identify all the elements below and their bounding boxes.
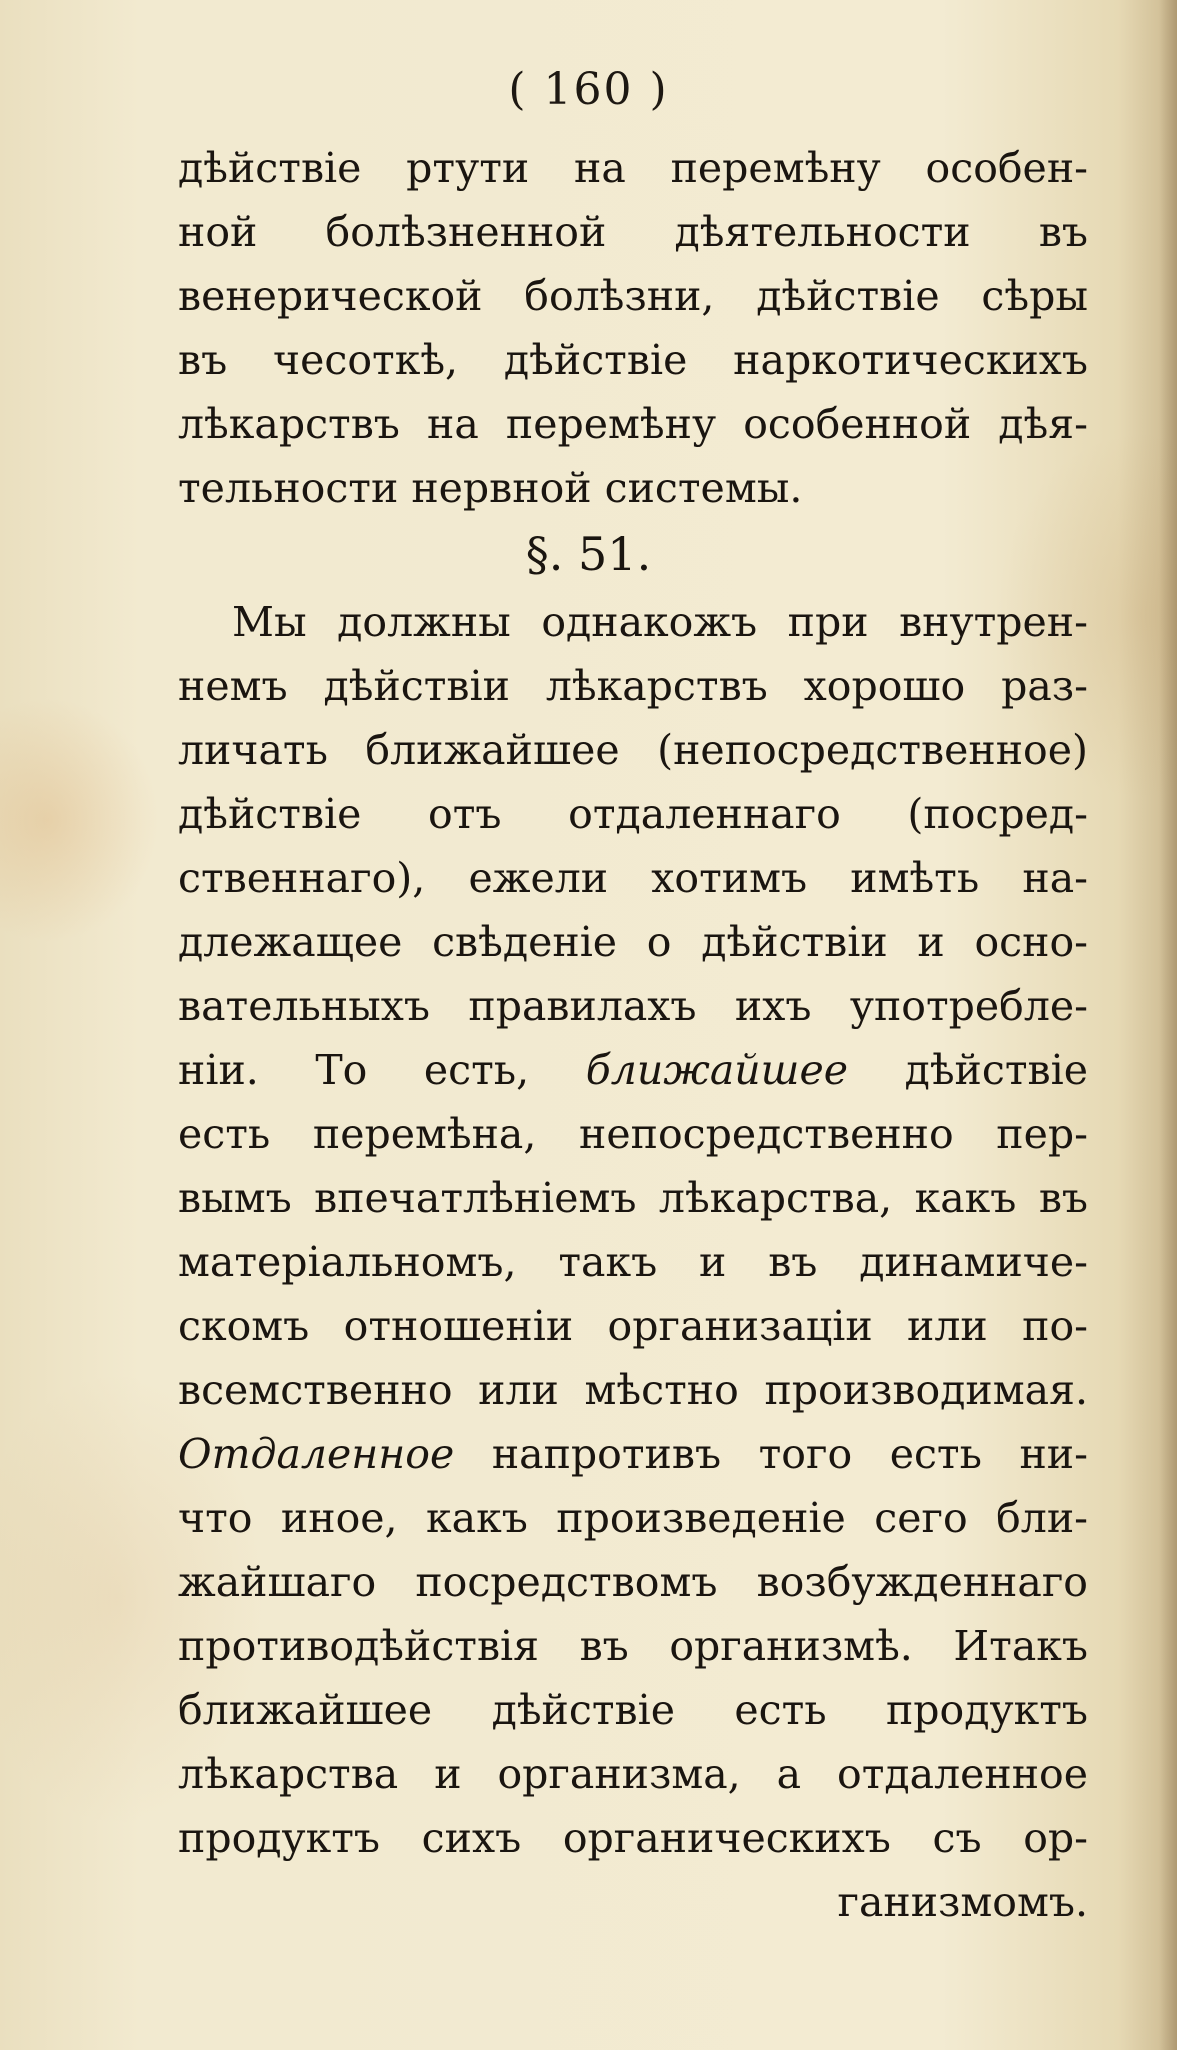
- page-edge-shadow: [1159, 0, 1177, 2050]
- paragraph-line: лѣкарства и организма, а отдаленное: [178, 1750, 1088, 1798]
- text-line: тельности нервной системы.: [178, 464, 803, 512]
- paragraph-line: ближайшее дѣйствіе есть продуктъ: [178, 1686, 1088, 1734]
- text-line: въ чесоткѣ, дѣйствіе наркотическихъ: [178, 336, 1088, 384]
- text-line: лѣкарствъ на перемѣну особенной дѣя-: [178, 400, 1088, 448]
- paragraph-line: жайшаго посредствомъ возбужденнаго: [178, 1558, 1088, 1606]
- line-start: ніи. То есть,: [178, 1046, 530, 1094]
- paragraph-line: вательныхъ правилахъ ихъ употребле-: [178, 982, 1088, 1030]
- paragraph-line: всемственно или мѣстно производимая.: [178, 1366, 1088, 1414]
- paragraph-line: противодѣйствія въ организмѣ. Итакъ: [178, 1622, 1088, 1670]
- paragraph-line-mixed: [178, 1038, 1088, 1102]
- text-line: ной болѣзненной дѣятельности въ: [178, 208, 1088, 256]
- paragraph-line: что иное, какъ произведеніе сего бли-: [178, 1494, 1088, 1542]
- paragraph-line: дѣйствіе отъ отдаленнаго (посред-: [178, 790, 1088, 838]
- paragraph-line: длежащее свѣденіе о дѣйствіи и осно-: [178, 918, 1088, 966]
- paragraph-line: матеріальномъ, такъ и въ динамиче-: [178, 1238, 1088, 1286]
- page-number: ( 160 ): [508, 64, 669, 115]
- paragraph-line-mixed: [178, 1422, 1088, 1486]
- paragraph-line-last: ганизмомъ.: [837, 1878, 1088, 1926]
- italic-term: Отдаленное: [178, 1430, 455, 1478]
- line-rest: напротивъ того есть ни-: [491, 1430, 1088, 1478]
- italic-term: ближайшее: [585, 1046, 849, 1094]
- line-end: дѣйствіе: [904, 1046, 1088, 1094]
- paragraph-line: скомъ отношеніи организаціи или по-: [178, 1302, 1088, 1350]
- paragraph-line: немъ дѣйствіи лѣкарствъ хорошо раз-: [178, 662, 1088, 710]
- paragraph-line: продуктъ сихъ органическихъ съ ор-: [178, 1814, 1088, 1862]
- paragraph-line: есть перемѣна, непосредственно пер-: [178, 1110, 1088, 1158]
- section-heading: §. 51.: [525, 527, 652, 581]
- paragraph-line: личать ближайшее (непосредственное): [178, 726, 1088, 774]
- text-line: венерической болѣзни, дѣйствіе сѣры: [178, 272, 1088, 320]
- text-line: дѣйствіе ртути на перемѣну особен-: [178, 144, 1088, 192]
- paragraph-line: Мы должны однакожъ при внутрен-: [232, 598, 1088, 646]
- paragraph-line: ственнаго), ежели хотимъ имѣть на-: [178, 854, 1088, 902]
- paragraph-line: вымъ впечатлѣніемъ лѣкарства, какъ въ: [178, 1174, 1088, 1222]
